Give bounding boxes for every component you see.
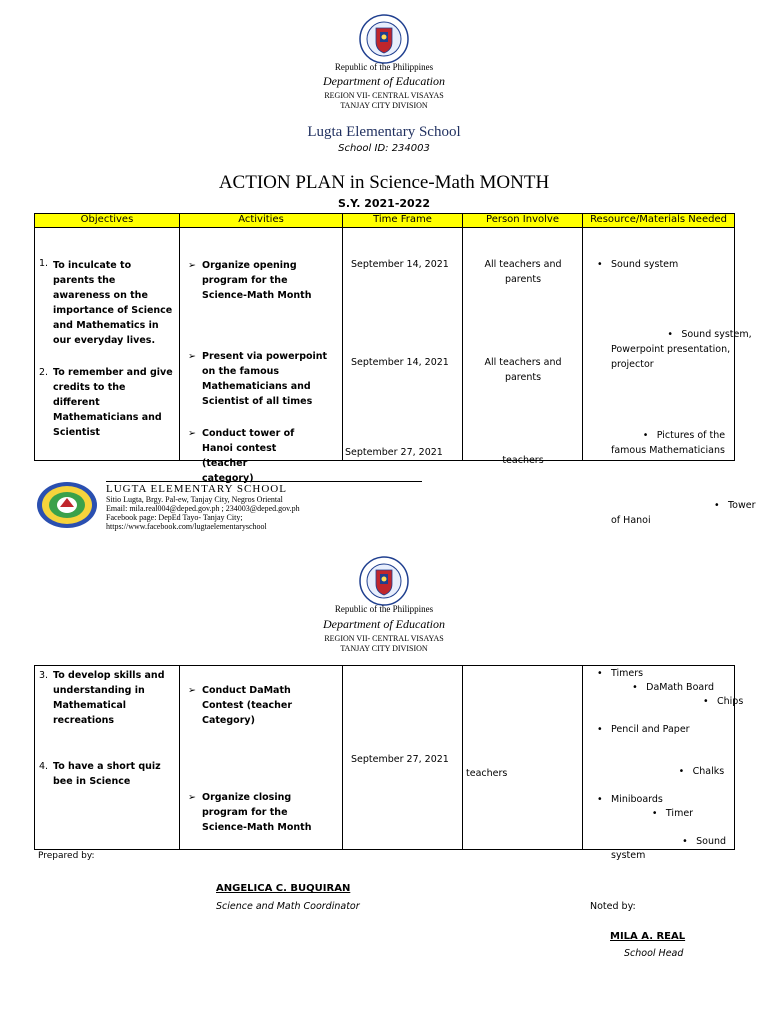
- time-frame-cell: [343, 666, 463, 850]
- resource-3: • Pictures of the famous Mathematicians: [611, 430, 725, 456]
- person-1: All teachers and parents: [484, 259, 562, 285]
- col-time-frame: Time Frame: [343, 214, 463, 228]
- activities-cell: [180, 666, 343, 850]
- activity-4: Conduct DaMath Contest (teacher Category): [202, 685, 293, 726]
- resource-1: • Sound system: [611, 259, 678, 270]
- footer-school-name: LUGTA ELEMENTARY SCHOOL: [106, 483, 287, 495]
- arrow-icon: ➢: [188, 351, 196, 362]
- time-1: September 14, 2021: [351, 259, 449, 270]
- footer-facebook: Facebook page: DepEd Tayo- Tanjay City;: [106, 513, 243, 522]
- col-activities: Activities: [180, 214, 343, 228]
- region-text: REGION VII- CENTRAL VISAYAS: [324, 91, 444, 100]
- republic-text: Republic of the Philippines: [334, 62, 434, 72]
- footer-email: Email: mila.real004@deped.gov.ph ; 234003@deped.gov.ph: [106, 504, 300, 513]
- region-text: REGION VII- CENTRAL VISAYAS: [324, 634, 444, 643]
- head-name: MILA A. REAL: [610, 931, 686, 942]
- objective-number: 4.: [39, 761, 49, 772]
- department-text: Department of Education: [323, 617, 445, 631]
- deped-seal-icon: [359, 556, 409, 606]
- republic-text: Republic of the Philippines: [334, 604, 434, 614]
- school-logo-icon: [36, 481, 98, 529]
- resources-cell: [583, 666, 744, 861]
- resource-item: • Sound system: [611, 836, 726, 861]
- time-frame-cell: [343, 228, 463, 461]
- col-person-involve: Person Involve: [463, 214, 583, 228]
- person-cell: [463, 228, 583, 466]
- resource-4: • Tower of Hanoi: [611, 500, 756, 526]
- footer-address: Sitio Lugta, Brgy. Pal-ew, Tanjay City, Negros Oriental: [106, 495, 283, 504]
- footer-rule: [106, 481, 422, 482]
- objective-2: To remember and give credits to the different Mathematicians and Scientist: [53, 367, 173, 438]
- arrow-icon: ➢: [188, 260, 196, 271]
- noted-by-label: Noted by:: [590, 901, 636, 912]
- resources-cell: [583, 228, 756, 526]
- preparer-title: Science and Math Coordinator: [216, 901, 360, 912]
- objectives-cell: [35, 228, 180, 461]
- person-3: teachers: [502, 455, 544, 466]
- resource-item: • Pencil and Paper: [611, 724, 690, 735]
- objectives-cell: [35, 666, 180, 850]
- division-text: TANJAY CITY DIVISION: [340, 644, 428, 653]
- resource-item: • Chalks: [693, 766, 725, 777]
- resource-item: • Chips: [717, 696, 743, 707]
- activity-1: Organize opening program for the Science-Math Month: [202, 260, 312, 301]
- objective-4: To have a short quiz bee in Science: [53, 761, 161, 787]
- arrow-icon: ➢: [188, 685, 196, 696]
- activity-5: Organize closing program for the Science-Math Month: [202, 792, 312, 833]
- arrow-icon: ➢: [188, 792, 196, 803]
- person-cell: [463, 666, 583, 850]
- arrow-icon: ➢: [188, 428, 196, 439]
- school-id: School ID: 234003: [338, 143, 430, 154]
- prepared-by-label: Prepared by:: [38, 851, 95, 861]
- time-4: September 27, 2021: [351, 754, 449, 765]
- resource-item: • Miniboards: [611, 794, 663, 805]
- preparer-name: ANGELICA C. BUQUIRAN: [216, 883, 351, 894]
- activity-2: Present via powerpoint on the famous Mathematicians and Scientist of all times: [202, 351, 328, 407]
- activity-3: Conduct tower of Hanoi contest (teacher category): [202, 428, 295, 484]
- activities-cell: [180, 228, 343, 484]
- time-3: September 27, 2021: [345, 447, 443, 458]
- division-text: TANJAY CITY DIVISION: [340, 101, 428, 110]
- deped-seal-icon: [359, 14, 409, 64]
- time-2: September 14, 2021: [351, 357, 449, 368]
- resource-item: • DaMath Board: [646, 682, 714, 693]
- col-resources: Resource/Materials Needed: [583, 214, 735, 228]
- head-title: School Head: [624, 948, 684, 959]
- objective-number: 2.: [39, 367, 49, 378]
- objective-number: 1.: [39, 258, 49, 269]
- footer-url: https://www.facebook.com/lugtaelementaryschool: [106, 522, 267, 531]
- objective-1: To inculcate to parents the awareness on the importance of Science and Mathematics in our everyday lives.: [53, 260, 173, 346]
- department-text: Department of Education: [323, 74, 445, 88]
- objective-number: 3.: [39, 670, 49, 681]
- person-4: teachers: [466, 768, 508, 779]
- resource-2: • Sound system, Powerpoint presentation, projector: [611, 329, 752, 370]
- page-title: ACTION PLAN in Science-Math MONTH: [218, 172, 550, 193]
- objective-3: To develop skills and understanding in Mathematical recreations: [53, 670, 165, 726]
- person-2: All teachers and parents: [484, 357, 562, 383]
- school-name: Lugta Elementary School: [307, 124, 461, 140]
- school-year: S.Y. 2021-2022: [337, 197, 431, 210]
- resource-item: • Timer: [666, 808, 693, 819]
- col-objectives: Objectives: [35, 214, 180, 228]
- resource-item: • Timers: [611, 668, 643, 679]
